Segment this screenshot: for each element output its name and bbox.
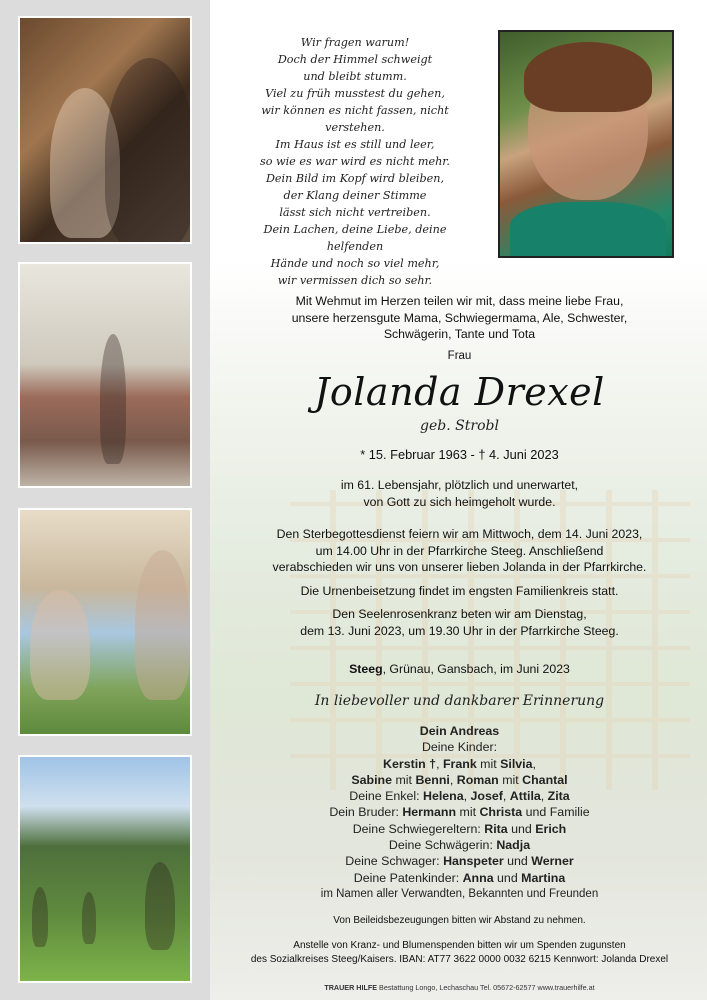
life-dates: * 15. Februar 1963 - † 4. Juni 2023	[360, 447, 559, 462]
poem	[235, 34, 475, 289]
donation-line: des Sozialkreises Steeg/Kaisers. IBAN: AT77 3622 0000 0032 6215 Kennwort: Jolanda Drexel	[250, 954, 669, 965]
poem-line: der Klang deiner Stimme	[283, 189, 427, 202]
poem-line: und bleibt stumm.	[303, 70, 407, 83]
age-text	[212, 477, 707, 510]
footer-brand: TRAUER HILFE	[324, 983, 378, 992]
memory-heading: In liebevoller und dankbarer Erinnerung	[314, 693, 605, 709]
poem-line: wir können es nicht fassen, nicht verstehen.	[261, 104, 449, 134]
service-line: Den Sterbegottesdienst feiern wir am Mittwoch, dem 14. Juni 2023,	[276, 527, 643, 541]
service-line: verabschieden wir uns von unserer lieben Jolanda in der Pfarrkirche.	[272, 560, 647, 574]
portrait-photo	[498, 30, 674, 258]
photo-fountain	[18, 262, 192, 488]
service-line: um 14.00 Uhr in der Pfarrkirche Steeg. Anschließend	[315, 543, 604, 558]
condolence-note: Von Beileidsbezeugungen bitten wir Abstand zu nehmen.	[333, 915, 586, 926]
poem-line: lässt sich nicht vertreiben.	[279, 206, 431, 219]
intro-line: Schwägerin, Tante und Tota	[383, 327, 536, 341]
title-frau: Frau	[447, 350, 472, 362]
urn-burial-text: Die Urnenbeisetzung findet im engsten Familienkreis statt.	[300, 584, 619, 598]
family-line: Deine Kinder:	[421, 740, 498, 755]
family-line: Deine Schwägerin: Nadja	[388, 838, 531, 853]
donation-line: Anstelle von Kranz- und Blumenspenden bitten wir um Spenden zugunsten	[293, 940, 626, 951]
photo-couple	[18, 16, 192, 244]
family-line: im Namen aller Verwandten, Bekannten und Freunden	[320, 887, 599, 900]
place-bold: Steeg	[349, 662, 383, 676]
deceased-name: Jolanda Drexel	[314, 370, 605, 414]
poem-line: Viel zu früh musstest du gehen,	[265, 87, 445, 100]
footer-text: Bestattung Longo, Lechaschau Tel. 05672-62577 www.trauerhilfe.at	[377, 983, 595, 992]
rosary-text	[212, 606, 707, 639]
rosary-line: dem 13. Juni 2023, um 19.30 Uhr in der Pfarrkirche Steeg.	[300, 623, 619, 638]
age-line: von Gott zu sich heimgeholt wurde.	[363, 494, 556, 509]
donation-note	[212, 939, 707, 967]
photo-mountain-meadow	[18, 755, 192, 983]
poem-line: Dein Bild im Kopf wird bleiben,	[265, 172, 445, 185]
age-line: im 61. Lebensjahr, plötzlich und unerwartet,	[340, 478, 579, 492]
family-line: Deine Patenkinder: Anna und Martina	[353, 870, 566, 885]
family-line: Deine Schwager: Hanspeter und Werner	[345, 854, 574, 869]
family-line: Dein Andreas	[419, 724, 500, 738]
poem-line: Doch der Himmel schweigt	[277, 53, 433, 66]
poem-line: Dein Lachen, deine Liebe, deine helfenden	[263, 223, 447, 253]
place-date	[212, 661, 707, 678]
maiden-name: geb. Strobl	[420, 418, 499, 434]
intro-line: Mit Wehmut im Herzen teilen wir mit, dass meine liebe Frau,	[295, 294, 624, 308]
poem-line: Wir fragen warum!	[300, 36, 410, 49]
footer	[212, 983, 707, 992]
family-line: Kerstin †, Frank mit Silvia,	[383, 756, 536, 771]
funeral-service-text	[212, 526, 707, 576]
family-line: Deine Schwiegereltern: Rita und Erich	[352, 821, 567, 836]
intro-text	[212, 293, 707, 343]
rosary-line: Den Seelenrosenkranz beten wir am Dienstag,	[332, 607, 587, 621]
poem-line: Im Haus ist es still und leer,	[275, 138, 435, 151]
poem-line: Hände und noch so viel mehr,	[270, 257, 440, 270]
family-list	[212, 723, 707, 902]
family-line: Sabine mit Benni, Roman mit Chantal	[351, 772, 568, 787]
family-line: Dein Bruder: Hermann mit Christa und Familie	[329, 805, 590, 820]
family-line: Deine Enkel: Helena, Josef, Attila, Zita	[349, 789, 570, 804]
photo-column	[0, 0, 210, 1000]
intro-line: unsere herzensgute Mama, Schwiegermama, Ale, Schwester,	[291, 310, 628, 325]
place-rest: , Grünau, Gansbach, im Juni 2023	[382, 662, 570, 676]
poem-line: wir vermissen dich so sehr.	[277, 274, 433, 287]
photo-grandchildren	[18, 508, 192, 736]
poem-line: so wie es war wird es nicht mehr.	[260, 155, 450, 168]
